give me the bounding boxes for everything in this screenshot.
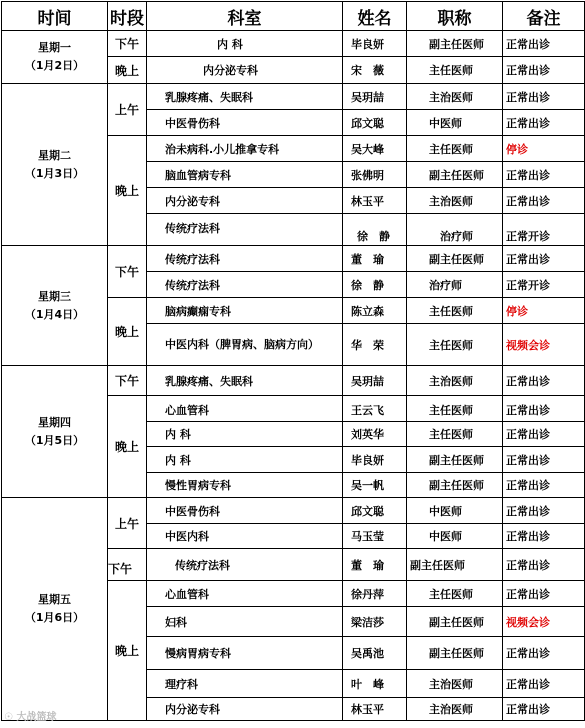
- dept-cell: 内分泌专科: [147, 57, 343, 84]
- name-cell: 陈立森: [343, 298, 407, 324]
- segment-cell: 晚上: [108, 298, 147, 366]
- name-cell: 董 瑜: [343, 246, 407, 272]
- title-cell: 主治医师: [407, 84, 503, 110]
- name-cell: 毕良妍: [343, 31, 407, 57]
- note-cell: 正常出诊: [503, 162, 585, 188]
- dept-cell: 中医骨伤科: [147, 498, 343, 524]
- title-cell: 中医师: [407, 524, 503, 549]
- header-time: 时间: [2, 2, 108, 31]
- note-cell: 停诊: [503, 298, 585, 324]
- note-cell: 正常开诊: [503, 272, 585, 298]
- name-cell: 吴玥喆: [343, 84, 407, 110]
- name-cell: 华 荣: [343, 324, 407, 366]
- segment-cell: 下午: [108, 549, 147, 581]
- note-cell: 正常出诊: [503, 422, 585, 447]
- name-cell: 刘英华: [343, 422, 407, 447]
- dept-cell: 妇科: [147, 607, 343, 637]
- name-cell: 宋 薇: [343, 57, 407, 84]
- name-cell: 林玉平: [343, 698, 407, 721]
- dept-cell: 乳腺疼痛、失眠科: [147, 366, 343, 396]
- day-cell-wed: [2, 246, 108, 366]
- segment-cell: 下午: [108, 246, 147, 298]
- name-cell: 吴一帆: [343, 473, 407, 498]
- day-name: 星期五: [38, 593, 71, 606]
- dept-cell: 脑血管病专科: [147, 162, 343, 188]
- note-cell: 正常出诊: [503, 473, 585, 498]
- day-name: 星期一: [38, 41, 71, 54]
- name-cell: 张佛明: [343, 162, 407, 188]
- title-cell: 主任医师: [407, 396, 503, 422]
- note-cell: 正常出诊: [503, 246, 585, 272]
- title-cell: 主治医师: [407, 698, 503, 721]
- segment-cell: 上午: [108, 84, 147, 136]
- title-cell: 主任医师: [407, 298, 503, 324]
- segment-cell: 下午: [108, 31, 147, 57]
- title-cell: 主任医师: [407, 57, 503, 84]
- table-row: [2, 498, 585, 524]
- table-row: [2, 84, 585, 110]
- name-cell: 吴玥喆: [343, 366, 407, 396]
- note-cell: 视频会诊: [503, 607, 585, 637]
- name-cell: 林玉平: [343, 188, 407, 214]
- dept-cell: 脑病癫痫专科: [147, 298, 343, 324]
- dept-cell: 内分泌专科: [147, 188, 343, 214]
- title-cell: 副主任医师: [407, 246, 503, 272]
- title-cell: 主治医师: [407, 670, 503, 698]
- header-segment: 时段: [108, 2, 147, 31]
- name-cell: 徐丹萍: [343, 581, 407, 607]
- note-cell: 停诊: [503, 136, 585, 162]
- name-cell: 毕良妍: [343, 447, 407, 473]
- title-cell: 主治医师: [407, 366, 503, 396]
- name-cell: 梁洁莎: [343, 607, 407, 637]
- dept-cell: 内 科: [147, 447, 343, 473]
- table-row: [2, 31, 585, 57]
- header-name: 姓名: [343, 2, 407, 31]
- note-cell: 正常开诊: [503, 214, 585, 246]
- day-cell-fri: [2, 498, 108, 721]
- dept-cell: 治未病科.小儿推拿专科: [147, 136, 343, 162]
- day-cell-mon: [2, 31, 108, 84]
- note-cell: 正常出诊: [503, 637, 585, 670]
- day-date: （1月4日）: [24, 307, 85, 321]
- name-cell: 董 瑜: [343, 549, 407, 581]
- title-cell: 主任医师: [407, 136, 503, 162]
- name-cell: 吴禹池: [343, 637, 407, 670]
- title-cell: 治疗师: [407, 214, 503, 246]
- dept-cell: 中医骨伤科: [147, 110, 343, 136]
- header-title: 职称: [407, 2, 503, 31]
- name-cell: 马玉莹: [343, 524, 407, 549]
- title-cell: 副主任医师: [407, 447, 503, 473]
- day-name: 星期四: [38, 415, 71, 429]
- note-cell: 正常出诊: [503, 57, 585, 84]
- name-cell: 邱文聪: [343, 498, 407, 524]
- name-cell: 徐 静: [343, 272, 407, 298]
- dept-cell: 内 科: [147, 422, 343, 447]
- title-cell: 副主任医师: [407, 473, 503, 498]
- title-cell: 副主任医师: [407, 607, 503, 637]
- day-name: 星期三: [38, 289, 71, 303]
- dept-cell: 理疗科: [147, 670, 343, 698]
- watermark-text: 大战篮球: [16, 712, 57, 723]
- note-cell: 正常出诊: [503, 447, 585, 473]
- dept-cell: 中医内科（脾胃病、脑病方向）: [147, 324, 343, 366]
- day-cell-thu: [2, 366, 108, 498]
- note-cell: 正常出诊: [503, 549, 585, 581]
- note-cell: 正常出诊: [503, 110, 585, 136]
- day-name: 星期二: [38, 148, 71, 162]
- title-cell: 中医师: [407, 498, 503, 524]
- header-row: [2, 2, 585, 31]
- name-cell: 叶 峰: [343, 670, 407, 698]
- note-cell: 视频会诊: [503, 324, 585, 366]
- table-row: [2, 366, 585, 396]
- note-cell: 正常出诊: [503, 31, 585, 57]
- note-cell: 正常出诊: [503, 366, 585, 396]
- title-cell: 主任医师: [407, 581, 503, 607]
- schedule-table: [1, 1, 585, 721]
- title-cell: 副主任医师: [407, 549, 503, 581]
- title-cell: 主任医师: [407, 324, 503, 366]
- name-cell: 吴大峰: [343, 136, 407, 162]
- header-note: 备注: [503, 2, 585, 31]
- segment-cell: 晚上: [108, 57, 147, 84]
- dept-cell: 乳腺疼痛、失眠科: [147, 84, 343, 110]
- title-cell: 副主任医师: [407, 162, 503, 188]
- note-cell: 正常出诊: [503, 396, 585, 422]
- header-dept: 科室: [147, 2, 343, 31]
- dept-cell: 慢性胃病专科: [147, 473, 343, 498]
- dept-cell: 心血管科: [147, 581, 343, 607]
- dept-cell: 传统疗法科: [147, 214, 343, 246]
- segment-cell: 晚上: [108, 581, 147, 721]
- dept-cell: 传统疗法科: [147, 272, 343, 298]
- day-date: （1月3日）: [24, 166, 85, 180]
- segment-cell: 上午: [108, 498, 147, 549]
- title-cell: 主治医师: [407, 188, 503, 214]
- dept-cell: 传统疗法科: [147, 549, 343, 581]
- note-cell: 正常出诊: [503, 581, 585, 607]
- dept-cell: 内 科: [147, 31, 343, 57]
- day-date: （1月2日）: [24, 59, 85, 72]
- dept-cell: 心血管科: [147, 396, 343, 422]
- dept-cell: 中医内科: [147, 524, 343, 549]
- day-date: （1月5日）: [24, 433, 85, 447]
- note-cell: 正常出诊: [503, 188, 585, 214]
- table-row: [2, 246, 585, 272]
- name-cell: 王云飞: [343, 396, 407, 422]
- dept-cell: 慢病胃病专科: [147, 637, 343, 670]
- weibo-icon: ☉: [4, 712, 13, 723]
- segment-cell: 下午: [108, 366, 147, 396]
- day-date: （1月6日）: [24, 611, 85, 624]
- title-cell: 副主任医师: [407, 637, 503, 670]
- dept-cell: 传统疗法科: [147, 246, 343, 272]
- note-cell: 正常出诊: [503, 524, 585, 549]
- name-cell: 徐 静: [343, 214, 407, 246]
- segment-cell: 晚上: [108, 136, 147, 246]
- title-cell: 主任医师: [407, 422, 503, 447]
- note-cell: 正常出诊: [503, 84, 585, 110]
- day-cell-tue: [2, 84, 108, 246]
- dept-cell: 内分泌专科: [147, 698, 343, 721]
- note-cell: 正常出诊: [503, 498, 585, 524]
- note-cell: 正常出诊: [503, 698, 585, 721]
- title-cell: 副主任医师: [407, 31, 503, 57]
- title-cell: 中医师: [407, 110, 503, 136]
- note-cell: 正常出诊: [503, 670, 585, 698]
- title-cell: 治疗师: [407, 272, 503, 298]
- segment-cell: 晚上: [108, 396, 147, 498]
- name-cell: 邱文聪: [343, 110, 407, 136]
- watermark: [4, 708, 56, 723]
